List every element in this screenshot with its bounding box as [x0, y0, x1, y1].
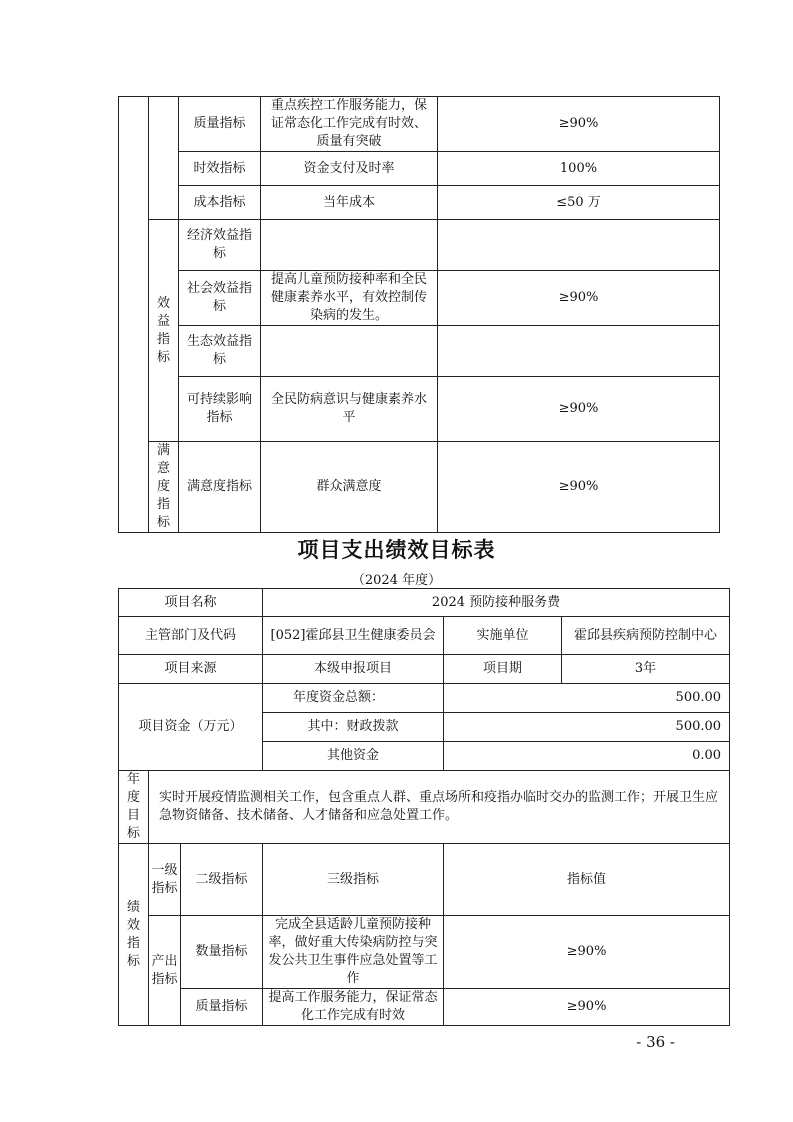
fund-other-value: 0.00 — [444, 742, 730, 771]
level2-cell: 生态效益指标 — [179, 326, 261, 377]
level3-cell — [261, 326, 438, 377]
source-label: 项目来源 — [119, 655, 263, 684]
benefit-label-cell: 效益指标 — [149, 220, 179, 442]
level3-cell: 提高儿童预防接种率和全民健康素养水平，有效控制传染病的发生。 — [261, 271, 438, 326]
value-cell: ≥90% — [444, 989, 730, 1026]
period-label: 项目期 — [444, 655, 562, 684]
table-row — [119, 589, 730, 617]
value-cell: ≥90% — [444, 916, 730, 989]
table-row — [119, 377, 720, 442]
table-row — [119, 152, 720, 186]
level2-cell: 时效指标 — [179, 152, 261, 186]
performance-goal-table — [118, 588, 730, 1026]
level3-cell — [261, 220, 438, 271]
level2-header: 二级指标 — [181, 844, 263, 916]
table-row — [119, 97, 720, 152]
level2-cell: 满意度指标 — [179, 442, 261, 533]
table-row — [119, 684, 730, 713]
level2-cell: 社会效益指标 — [179, 271, 261, 326]
fund-label: 项目资金（万元） — [119, 684, 263, 771]
fund-fiscal-label: 其中：财政拨款 — [263, 713, 444, 742]
annual-goal-label: 年度目标 — [119, 771, 149, 844]
page-title: 项目支出绩效目标表 — [297, 538, 496, 562]
value-cell: ≥90% — [438, 271, 720, 326]
level1-header: 一级指标 — [149, 844, 181, 916]
value-cell — [438, 326, 720, 377]
satisfaction-label-cell: 满意度指标 — [149, 442, 179, 533]
level2-cell: 经济效益指标 — [179, 220, 261, 271]
table-row — [119, 220, 720, 271]
performance-table-continued — [118, 96, 720, 533]
value-cell: ≥90% — [438, 97, 720, 152]
perf-label-cell — [119, 97, 149, 533]
source-value: 本级申报项目 — [263, 655, 444, 684]
table-row — [119, 771, 730, 844]
level3-cell: 当年成本 — [261, 186, 438, 220]
value-cell — [438, 220, 720, 271]
value-cell: 100% — [438, 152, 720, 186]
value-cell: ≥90% — [438, 377, 720, 442]
fund-total-value: 500.00 — [444, 684, 730, 713]
table-row — [119, 844, 730, 916]
project-name-value: 2024 预防接种服务费 — [263, 589, 730, 617]
value-cell: ≤50 万 — [438, 186, 720, 220]
table-row — [119, 655, 730, 684]
level2-cell: 质量指标 — [179, 97, 261, 152]
level3-cell: 提高工作服务能力，保证常态化工作完成有时效 — [263, 989, 444, 1026]
table-row — [119, 916, 730, 989]
unit-label: 实施单位 — [444, 617, 562, 655]
fund-other-label: 其他资金 — [263, 742, 444, 771]
value-header: 指标值 — [444, 844, 730, 916]
level2-cell: 可持续影响指标 — [179, 377, 261, 442]
level3-cell: 资金支付及时率 — [261, 152, 438, 186]
level3-cell: 全民防病意识与健康素养水平 — [261, 377, 438, 442]
page-subtitle: （2024 年度） — [351, 573, 442, 588]
table-row — [119, 442, 720, 533]
project-name-label: 项目名称 — [119, 589, 263, 617]
level3-cell: 群众满意度 — [261, 442, 438, 533]
value-cell: ≥90% — [438, 442, 720, 533]
table-row — [119, 617, 730, 655]
output-label: 产出指标 — [149, 916, 181, 1026]
output-label-cell — [149, 97, 179, 220]
level2-cell: 成本指标 — [179, 186, 261, 220]
dept-label: 主管部门及代码 — [119, 617, 263, 655]
perf-label: 绩效指标 — [119, 844, 149, 1026]
fund-total-label: 年度资金总额： — [263, 684, 444, 713]
table-row — [119, 271, 720, 326]
period-value: 3年 — [562, 655, 730, 684]
dept-value: [052]霍邱县卫生健康委员会 — [263, 617, 444, 655]
table-row — [119, 989, 730, 1026]
table-row — [119, 326, 720, 377]
level2-cell: 数量指标 — [181, 916, 263, 989]
unit-value: 霍邱县疾病预防控制中心 — [562, 617, 730, 655]
annual-goal-text: 实时开展疫情监测相关工作，包含重点人群、重点场所和疫指办临时交办的监测工作；开展卫生应急物资储备、技术储备、人才储备和应急处置工作。 — [149, 771, 730, 844]
level3-cell: 完成全县适龄儿童预防接种率，做好重大传染病防控与突发公共卫生事件应急处置等工作 — [263, 916, 444, 989]
fund-fiscal-value: 500.00 — [444, 713, 730, 742]
level3-header: 三级指标 — [263, 844, 444, 916]
level2-cell: 质量指标 — [181, 989, 263, 1026]
page-number: - 36 - — [636, 1033, 675, 1051]
table-row — [119, 186, 720, 220]
level3-cell: 重点疾控工作服务能力，保证常态化工作完成有时效、质量有突破 — [261, 97, 438, 152]
